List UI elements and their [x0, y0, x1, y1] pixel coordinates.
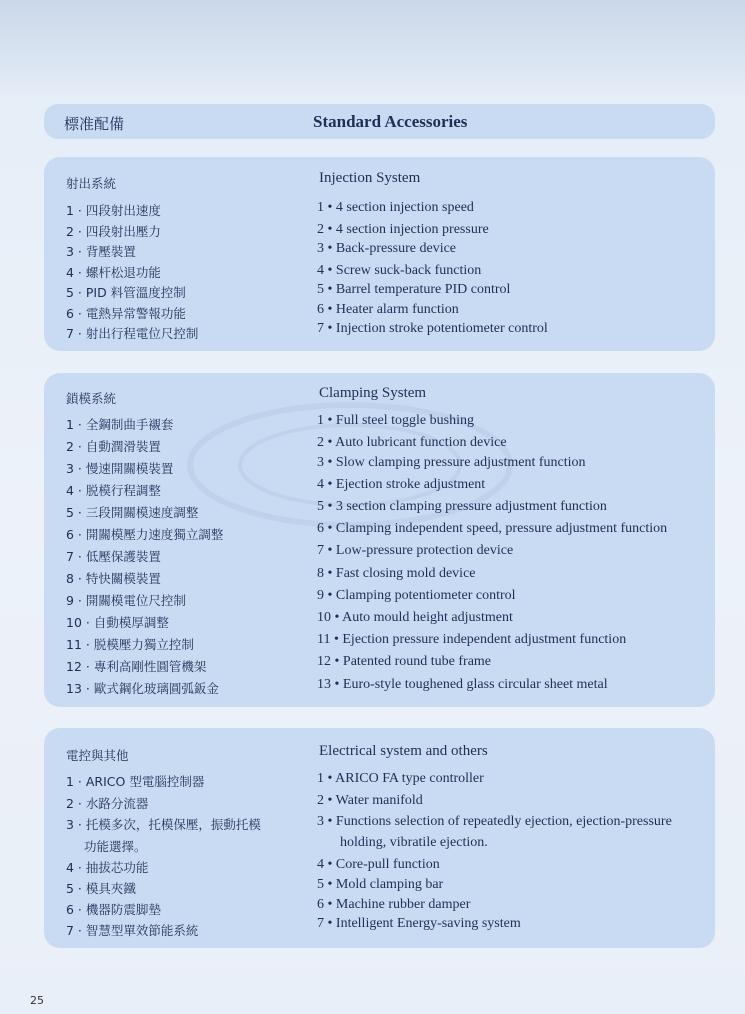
- electrical-item-en: holding, vibratile ejection.: [340, 835, 488, 850]
- clamping-item-zh: 6 · 開關模壓力速度獨立調整: [66, 527, 224, 542]
- electrical-item-en: 2 • Water manifold: [317, 793, 423, 808]
- injection-item-en: 2 • 4 section injection pressure: [317, 222, 489, 237]
- injection-item-en: 3 • Back-pressure device: [317, 241, 457, 256]
- injection-item-en: 6 • Heater alarm function: [317, 302, 459, 317]
- injection-heading-english: Injection System: [319, 170, 421, 186]
- clamping-item-en: 9 • Clamping potentiometer control: [317, 588, 516, 603]
- clamping-heading-english: Clamping System: [319, 385, 427, 401]
- top-background-band: [0, 0, 745, 95]
- electrical-item-en: 7 • Intelligent Energy-saving system: [317, 916, 521, 931]
- clamping-heading-chinese: 鎖模系統: [66, 391, 117, 406]
- clamping-item-en: 1 • Full steel toggle bushing: [317, 413, 474, 428]
- clamping-item-en: 5 • 3 section clamping pressure adjustment function: [317, 499, 607, 514]
- clamping-item-en: 13 • Euro-style toughened glass circular sheet metal: [317, 677, 608, 692]
- injection-item-en: 4 • Screw suck-back function: [317, 263, 482, 278]
- injection-item-zh: 3 · 背壓裝置: [66, 244, 136, 259]
- clamping-item-zh: 12 · 專利高剛性圓管機架: [66, 659, 207, 674]
- electrical-heading-chinese: 電控與其他: [66, 748, 129, 763]
- injection-item-en: 7 • Injection stroke potentiometer control: [317, 321, 548, 336]
- injection-item-zh: 6 · 電熱异常警報功能: [66, 306, 186, 321]
- electrical-item-zh: 7 · 智慧型單效節能系統: [66, 923, 199, 938]
- clamping-item-en: 12 • Patented round tube frame: [317, 654, 492, 669]
- clamping-item-zh: 2 · 自動潤滑裝置: [66, 439, 161, 454]
- electrical-item-zh: 3 · 托模多次，托模保壓，振動托模: [66, 817, 261, 832]
- clamping-item-zh: 5 · 三段開關模速度調整: [66, 505, 199, 520]
- clamping-item-zh: 10 · 自動模厚調整: [66, 615, 169, 630]
- electrical-item-en: 4 • Core-pull function: [317, 857, 440, 872]
- injection-item-en: 5 • Barrel temperature PID control: [317, 282, 511, 297]
- injection-item-zh: 5 · PID 料管溫度控制: [66, 285, 186, 300]
- clamping-item-en: 4 • Ejection stroke adjustment: [317, 477, 486, 492]
- electrical-item-zh: 2 · 水路分流器: [66, 796, 149, 811]
- injection-heading-chinese: 射出系統: [66, 176, 117, 191]
- clamping-item-zh: 3 · 慢速開關模裝置: [66, 461, 174, 476]
- clamping-item-zh: 11 · 脱模壓力獨立控制: [66, 637, 194, 652]
- clamping-item-zh: 9 · 開關模電位尺控制: [66, 593, 186, 608]
- clamping-item-en: 2 • Auto lubricant function device: [317, 435, 507, 450]
- clamping-item-zh: 8 · 特快關模裝置: [66, 571, 161, 586]
- page-number: 25: [30, 994, 44, 1007]
- clamping-item-zh: 7 · 低壓保護裝置: [66, 549, 161, 564]
- injection-item-en: 1 • 4 section injection speed: [317, 200, 474, 215]
- clamping-item-en: 10 • Auto mould height adjustment: [317, 610, 513, 625]
- page-title-english: Standard Accessories: [313, 112, 468, 131]
- clamping-item-zh: 1 · 全鋼制曲手襯套: [66, 417, 174, 432]
- page-title-chinese: 標准配備: [64, 115, 125, 133]
- clamping-item-zh: 13 · 歐式鋼化玻璃圓弧鈑金: [66, 681, 219, 696]
- electrical-item-en: 1 • ARICO FA type controller: [317, 771, 484, 786]
- clamping-item-en: 7 • Low-pressure protection device: [317, 543, 514, 558]
- injection-item-zh: 7 · 射出行程電位尺控制: [66, 326, 199, 341]
- clamping-item-en: 11 • Ejection pressure independent adjustment function: [317, 632, 627, 647]
- electrical-item-en: 3 • Functions selection of repeatedly ejection, ejection-pressure: [317, 814, 672, 829]
- clamping-item-en: 8 • Fast closing mold device: [317, 566, 476, 581]
- electrical-item-zh: 4 · 抽拔芯功能: [66, 860, 149, 875]
- electrical-item-zh: 功能選擇。: [84, 839, 147, 854]
- electrical-heading-english: Electrical system and others: [319, 743, 488, 759]
- clamping-item-zh: 4 · 脱模行程調整: [66, 483, 161, 498]
- injection-item-zh: 2 · 四段射出壓力: [66, 224, 161, 239]
- injection-item-zh: 4 · 螺杆松退功能: [66, 265, 161, 280]
- injection-item-zh: 1 · 四段射出速度: [66, 203, 161, 218]
- clamping-item-en: 3 • Slow clamping pressure adjustment function: [317, 455, 586, 470]
- electrical-item-zh: 5 · 模具夾鐵: [66, 881, 136, 896]
- electrical-item-zh: 6 · 機器防震脚墊: [66, 902, 161, 917]
- electrical-item-en: 6 • Machine rubber damper: [317, 897, 471, 912]
- electrical-item-zh: 1 · ARICO 型電腦控制器: [66, 774, 205, 789]
- clamping-item-en: 6 • Clamping independent speed, pressure adjustment function: [317, 521, 668, 536]
- electrical-item-en: 5 • Mold clamping bar: [317, 877, 444, 892]
